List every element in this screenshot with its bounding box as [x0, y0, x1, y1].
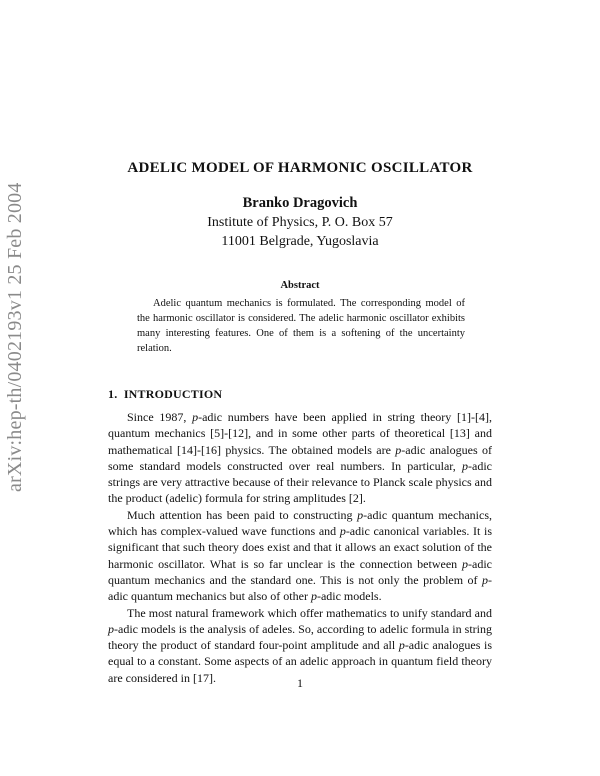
affiliation-line-2: 11001 Belgrade, Yugoslavia — [221, 234, 379, 249]
paper-title: ADELIC MODEL OF HARMONIC OSCILLATOR — [127, 160, 473, 176]
affiliation-line-1: Institute of Physics, P. O. Box 57 — [207, 215, 393, 230]
arxiv-identifier-stamp: arXiv:hep-th/0402193v1 25 Feb 2004 — [4, 182, 26, 492]
paragraph-1: Since 1987, p-adic numbers have been applied in string theory [1]-[4], quantum mechanics [5]-[12], and in some other parts of theoretical [13] and mathematical [14]-[16] physics. The obtained models are p-adic analogues of some standard models constructed over real numbers. In particular, p-adic strings are very attractive because of their relevance to Planck scale physics and the product (adelic) formula for string amplitudes [2]. — [108, 410, 493, 506]
abstract-heading: Abstract — [280, 280, 320, 291]
abstract-text: Adelic quantum mechanics is formulated. The corresponding model of the harmonic oscillator is considered. The adelic harmonic oscillator exhibits many interesting features. One of them is a softening of the uncertainty relation. — [137, 298, 465, 354]
page-number: 1 — [297, 676, 303, 690]
section-title: INTRODUCTION — [123, 387, 223, 401]
author-name: Branko Dragovich — [242, 195, 358, 211]
section-heading — [108, 387, 222, 402]
section-body — [108, 409, 492, 686]
paragraph-3: The most natural framework which offer mathematics to unify standard and p-adic models is the analysis of adeles. So, according to adelic formula in string theory the product of standard four-point amplitude and all p-adic analogues is equal to a constant. Some aspects of an adelic approach in quantum field theory are considered in [17]. — [108, 605, 492, 685]
paragraph-2: Much attention has been paid to constructing p-adic quantum mechanics, which has complex-valued wave functions and p-adic canonical variables. It is significant that such theory does exist and that it allows an exact solution of the harmonic oscillator. What is so far unclear is the connection between p-adic quantum mechanics and the standard one. This is not only the problem of p-adic quantum mechanics but also of other p-adic models. — [108, 507, 492, 604]
section-number: 1. — [108, 387, 118, 401]
